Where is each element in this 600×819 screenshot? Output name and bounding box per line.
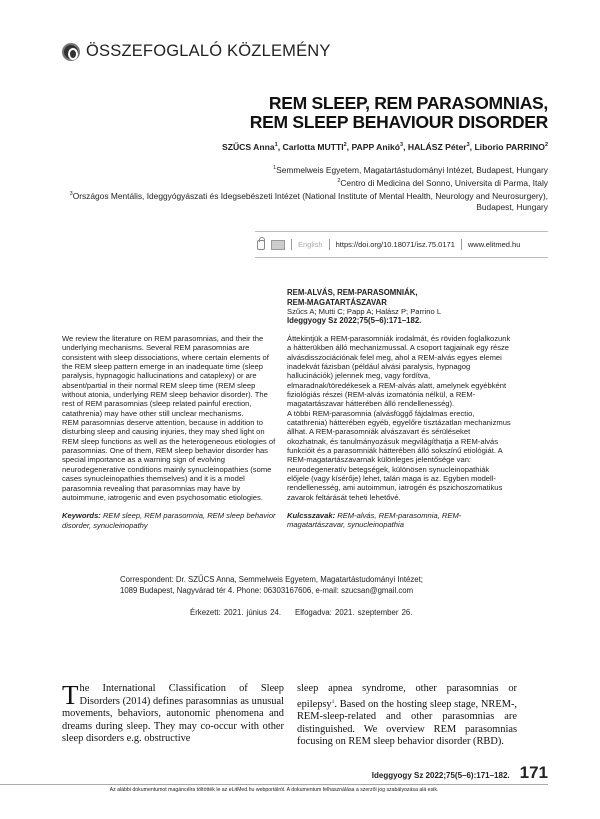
divider (461, 239, 462, 250)
dates (190, 608, 412, 617)
doi-link[interactable]: https://doi.org/10.18071/isz.75.0171 (335, 240, 455, 249)
body-text: he International Classification of Sleep Disorders (2014) defines parasomnias as unusual movements, behaviors, autonomic phenomena and dreams during sleep. They may co-occur with other sleep disorders e.g. obstructive (62, 683, 284, 744)
keywords-text: REM-alvás, REM-parasomnia, REM-magatartászavar, synucleinopathia (287, 511, 462, 530)
author-affiliation-marker: 2 (544, 142, 548, 148)
author-affiliation-marker: 1 (274, 142, 278, 148)
article-title (250, 94, 548, 132)
abstract-paragraph: Áttekintjük a REM-parasomniák irodalmát, és röviden foglalkozunk a hátterükben álló mechanizmussal. A csoport tagjainak egy része alvásdisszociációnak felel meg, ahol a REM-alvás egyes elemei inadekvát fázisban (például alvási paralysis, hypnagog hallucinációk) jelennek meg, vagy fordítva, elmaradnak/töredékesek a REM-alvás alatt, amelynek egyébként fiziológiás részei (REM-alvás izomatónia nélkül, a REM-magatartászavar hátterében álló rendellenesség). (287, 333, 511, 409)
affiliation (48, 163, 548, 176)
keywords (287, 511, 513, 530)
author: Carlotta MUTTI (282, 142, 344, 152)
body-text: . Based on the hosting sleep stage, NREM-, REM-sleep-related and other parasomnias are distinguished. We overview REM parasomnias focusing on REM sleep behavior disorder (RBD). (297, 698, 517, 747)
title-line: REM SLEEP, REM PARASOMNIAS, (268, 93, 548, 113)
license-icon (271, 240, 285, 250)
reference-marker[interactable]: 1 (331, 698, 335, 705)
abstract-paragraph: REM parasomnias deserve attention, because in addition to disturbing sleep and causing injuries, they may shed light on REM sleep functions as well as the heterogeneous etiologies of parasomnias. One of them, REM sleep behavior disorder has special importance as a warning sign of evolving neurodegenerative conditions mainly synucleinopathies (some cases synucleinopathies themselves) and it is a model parasomnia revealing that parasomnias may have by autoimmune, iatrogenic and even psychosomatic etiologies. (62, 418, 276, 502)
affiliation (48, 189, 548, 213)
affiliation-text: Centro di Medicina del Sonno, Universita di Parma, Italy (340, 178, 548, 188)
author-list: SZŰCS Anna$^1$, Carlotta MUTTI$^2$, PAPP Anikó$^3$, HALÁSZ Péter$^3$, Liborio PARRINO$^2$ (221, 142, 548, 152)
body-text: sleep apnea syndrome, other parasomnias or epilepsy (297, 683, 517, 710)
hu-authors: Szűcs A; Mutti C; Papp A; Halász P; Parrino L (287, 307, 442, 316)
affiliations (48, 163, 548, 213)
accepted-date: Elfogadva: 2021. szeptember 26. (295, 608, 413, 617)
section-label: ÖSSZEFOGLALÓ KÖZLEMÉNY (86, 42, 331, 60)
affiliation (48, 176, 548, 189)
abstract-paragraph: We review the literature on REM parasomnias, and their the underlying mechanisms. Several REM parasomnias are consistent with sleep dissociations, where certain elements of the REM sleep pattern emerge in an inadequate time (sleep paralysis, hypnagogic hallucinations and cataplexy) or are absent/partial in their normal REM sleep time (REM sleep without atonia, underlying REM sleep behavior disorder). The rest of REM parasomnias (sleep related painful erection, catathrenia) may have other still unclear mechanisms. (62, 334, 269, 418)
disclaimer: Az alábbi dokumentumot magáncélra töltötték le az eLitMed.hu webportálról. A dokumentum felhasználása a szerzői jog szabályozása alá esik. (109, 787, 439, 793)
keywords-text: REM sleep, REM parasomnia, REM sleep behavior disorder, synucleinopathy (62, 511, 276, 530)
hu-citation: Ideggyogy Sz 2022;75(5–6):171–182. (287, 316, 422, 326)
correspondence-line: 1089 Budapest, Nagyvárad tér 4. Phone: 06303167606, e-mail: szucsan@gmail.com (120, 585, 414, 595)
divider (291, 239, 292, 250)
author: HALÁSZ Péter (407, 142, 467, 152)
open-access-lock-icon (257, 240, 265, 250)
page-footer (372, 763, 548, 783)
abstract-hungarian (287, 288, 513, 530)
body-column-2 (297, 683, 517, 749)
journal-logo-icon (62, 43, 80, 61)
body-column-1 (62, 680, 284, 746)
keywords-label: Kulcsszavak: (287, 511, 336, 521)
author-affiliation-marker: 3 (466, 142, 470, 148)
title-line: REM SLEEP BEHAVIOUR DISORDER (249, 112, 548, 132)
drop-cap: T (62, 680, 79, 710)
hu-title: REM-ALVÁS, REM-PARASOMNIÁK, (287, 288, 418, 297)
abstract-paragraph: A többi REM-parasomnia (alvásfüggő fájdalmas erectio, catathrenia) hátterében egyéb, egyelőre tisztázatlan mechanizmus állhat. A REM-parasomniák alvászavart és sérüléseket okozhatnak, és tanulmányozásuk megvilágíthatja a REM-alvás funkcióit és a parasomniák hátterében álló sokszínű etiológiát. A REM-magatartászavarnak különleges jelentősége van: neurodegeneratív betegségek, különösen synucleinopathiák előjele (vagy kísérője) lehet, talán maga is az. Egyben modell-rendellenesség, ami autoimmun, iatrogén és pszichoszomatikus zavarok feltárását teheti lehetővé. (287, 408, 511, 502)
affiliation-text: Semmelweis Egyetem, Magatartástudományi Intézet, Budapest, Hungary (276, 165, 548, 175)
received-date: Érkezett: 2021. június 24. (190, 608, 281, 617)
footer-rule (0, 784, 548, 785)
keywords-label: Keywords: (62, 511, 101, 521)
author-affiliation-marker: 3 (400, 142, 404, 148)
page-number: 171 (519, 763, 548, 782)
language-label: English (298, 240, 323, 249)
affiliation-marker: 3 (69, 191, 73, 197)
journal-citation: Ideggyogy Sz 2022;75(5–6):171–182. (371, 771, 510, 780)
site-link[interactable]: www.elitmed.hu (467, 240, 521, 249)
divider (329, 239, 330, 250)
affiliation-marker: 2 (337, 178, 341, 184)
correspondence-line: Correspondent: Dr. SZŰCS Anna, Semmelweis Egyetem, Magatartástudományi Intézet; (120, 575, 423, 584)
affiliation-marker: 1 (273, 165, 277, 171)
doi-bar (255, 231, 548, 258)
author: SZŰCS Anna (221, 142, 275, 152)
author: Liborio PARRINO (474, 142, 545, 152)
keywords (62, 511, 280, 530)
section-header (62, 42, 331, 61)
affiliation-text: Országos Mentális, Ideggyógyászati és Idegsebészeti Intézet (National Institute of Mental Health, Neurology and Neurosurgery), Budapest, Hungary (72, 191, 548, 212)
author-affiliation-marker: 2 (343, 142, 347, 148)
abstract-english (62, 334, 280, 530)
hu-title: REM-MAGATARTÁSZAVAR (287, 297, 387, 307)
author: PAPP Anikó (351, 142, 401, 152)
correspondence (120, 575, 423, 596)
